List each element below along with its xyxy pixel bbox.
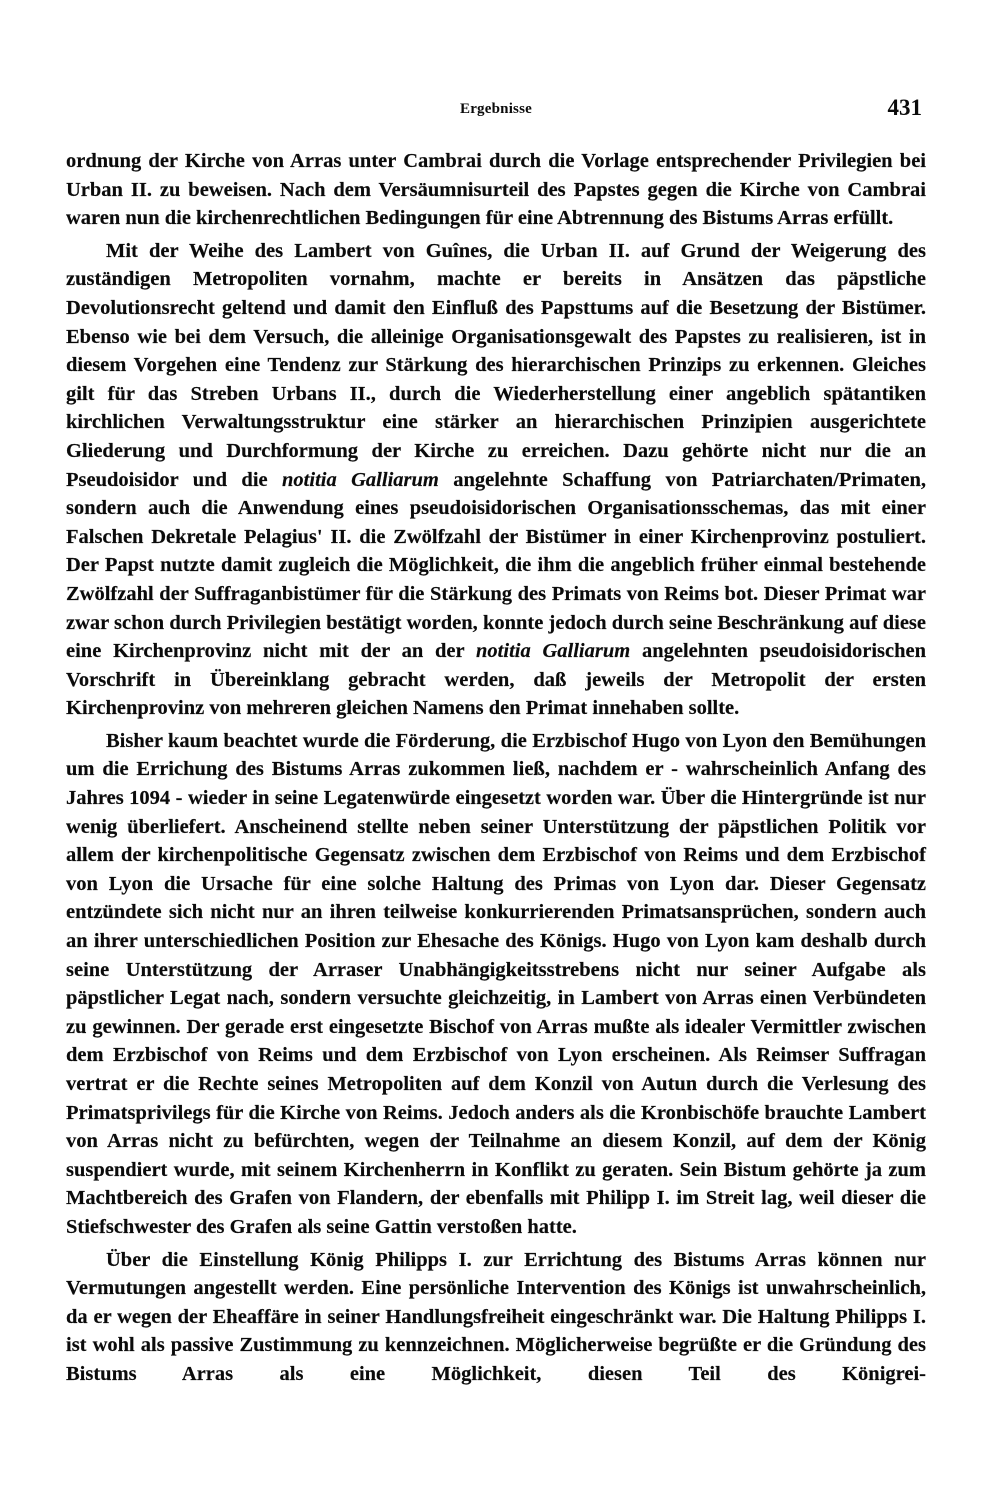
paragraph-text: angelehnte Schaffung von Patriarchaten/Primaten, sondern auch die Anwendung eines pseudoisidorischen Organisationsschemas, das mit einer Falschen Dekretale Pelagius' II. die Zwölfzahl der Bistümer in einer Kirchenprovinz postuliert. Der Papst nutzte damit zugleich die Möglichkeit, die ihm die angeblich früher einmal bestehende Zwölfzahl der Suffraganbistümer für die Stärkung des Primats von Reims bot. Dieser Primat war zwar schon durch Privilegien bestätigt worden, konnte jedoch durch seine Beschränkung auf diese eine Kirchenprovinz nicht mit der an der [66, 468, 926, 663]
paragraph-text: ordnung der Kirche von Arras unter Cambrai durch die Vorlage entsprechender Privilegien bei Urban II. zu beweisen. Nach dem Versäumnisurteil des Papstes gegen die Kirche von Cambrai waren nun die kirchenrechtlichen Bedingungen für eine Abtrennung des Bistums Arras erfüllt. [66, 150, 926, 230]
running-title: Ergebnisse [459, 101, 532, 117]
body-text [66, 147, 926, 1389]
paragraph-hugo-von-lyon [66, 727, 926, 1242]
running-head [66, 95, 926, 135]
paragraph-text: Mit der Weihe des Lambert von Guînes, die Urban II. auf Grund der Weigerung des zuständigen Metropoliten vornahm, machte er bereits in Ansätzen das päpstliche Devolutionsrecht geltend und damit den Einfluß des Papsttums auf die Besetzung der Bistümer. Ebenso wie bei dem Versuch, die alleinige Organisationsgewalt des Papstes zu realisieren, ist in diesem Vorgehen eine Tendenz zur Stärkung des hierarchischen Prinzips zu erkennen. Gleiches gilt für das Streben Urbans II., durch die Wiederherstellung einer angeblich spätantiken kirchlichen Verwaltungsstruktur eine stärker an hierarchischen Prinzipien ausgerichtete Gliederung und Durchformung der Kirche zu erreichen. Dazu gehörte nicht nur die an Pseudoisidor und die [66, 239, 926, 491]
paragraph-text: angelehnten pseudoisidorischen Vorschrift in Übereinklang gebracht werden, daß jeweils der Metropolit der ersten Kirchenprovinz von mehreren gleichen Namens den Primat innehaben sollte. [66, 640, 926, 720]
paragraph-lambert-weihe [66, 237, 926, 723]
paragraph-text: Bisher kaum beachtet wurde die Förderung, die Erzbischof Hugo von Lyon den Bemühungen um die Errichung des Bistums Arras zukommen ließ, nachdem er - wahrscheinlich Anfang des Jahres 1094 - wieder in seine Legatenwürde eingesetzt worden war. Über die Hintergründe ist nur wenig überliefert. Anscheinend stellte neben seiner Unterstützung der päpstlichen Politik vor allem der kirchenpolitische Gegensatz zwischen dem Erzbischof von Reims und dem Erzbischof von Lyon die Ursache für eine solche Haltung des Primas von Lyon dar. Dieser Gegensatz entzündete sich nicht nur an ihren teilweise konkurrierenden Primatsansprüchen, sondern auch an ihrer unterschiedlichen Position zur Ehesache des Königs. Hugo von Lyon kam deshalb durch seine Unterstützung der Arraser Unabhängigkeitsstrebens nicht nur seiner Aufgabe als päpstlicher Legat nach, sondern versuchte gleichzeitig, in Lambert von Arras einen Verbündeten zu gewinnen. Der gerade erst eingesetzte Bischof von Arras mußte als idealer Vermittler zwischen dem Erzbischof von Reims und dem Erzbischof von Lyon erscheinen. Als Reimser Suffragan vertrat er die Rechte seines Metropoliten auf dem Konzil von Autun durch die Verlesung des Primatsprivilegs für die Kirche von Reims. Jedoch anders als die Kronbischöfe brauchte Lambert von Arras nicht zu befürchten, wegen der Teilnahme an diesem Konzil, auf dem der König suspendiert wurde, mit seinem Kirchenherrn in Konflikt zu geraten. Sein Bistum gehörte ja zum Machtbereich des Grafen von Flandern, der ebenfalls mit Philipp I. im Streit lag, weil dieser die Stiefschwester des Grafen als seine Gattin verstoßen hatte. [66, 729, 926, 1238]
page-number: 431 [887, 95, 922, 120]
paragraph-continuation [66, 147, 926, 233]
document-page [66, 95, 926, 1393]
paragraph-text: Über die Einstellung König Philipps I. zur Errichtung des Bistums Arras können nur Vermutungen angestellt werden. Eine persönliche Intervention des Königs ist unwahrscheinlich, da er wegen der Eheaffäre in seiner Handlungsfreiheit eingeschränkt war. Die Haltung Philipps I. ist wohl als passive Zustimmung zu kennzeichnen. Möglicherweise begrüßte er die Gründung des Bistums Arras als eine Möglichkeit, diesen Teil des Königrei- [66, 1248, 926, 1385]
paragraph-philipp [66, 1246, 926, 1389]
italic-term: notitia Galliarum [282, 468, 439, 491]
italic-term: notitia Galliarum [476, 640, 631, 663]
